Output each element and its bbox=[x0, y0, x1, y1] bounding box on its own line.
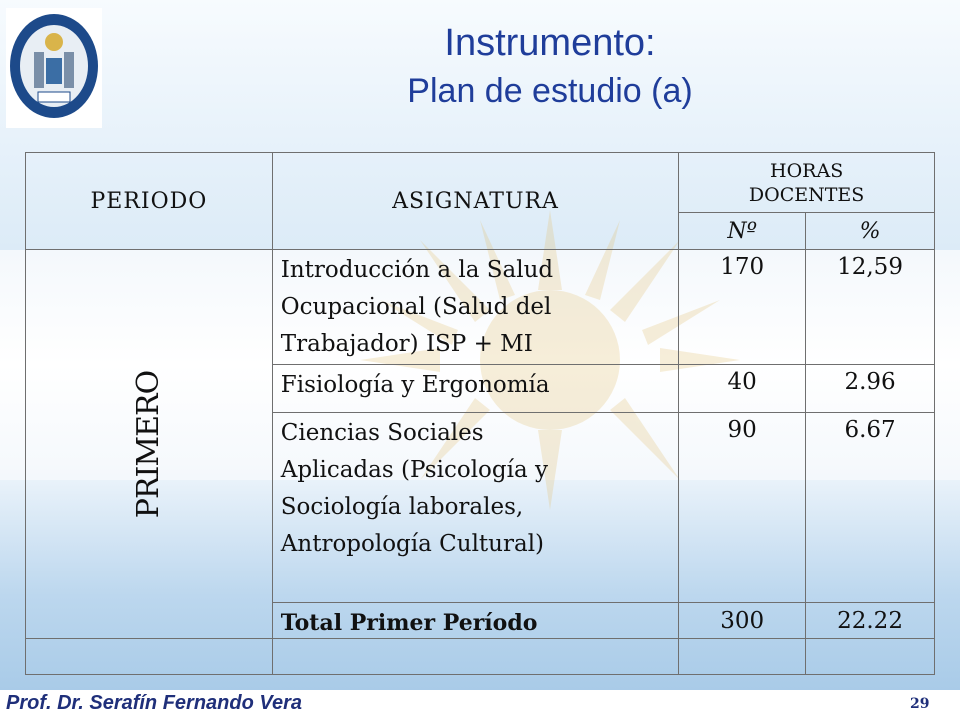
empty-row bbox=[26, 639, 935, 675]
period-cell bbox=[26, 250, 273, 639]
asignatura-line: Ciencias Sociales bbox=[280, 420, 484, 446]
asignatura-cell bbox=[272, 250, 678, 365]
asignatura-cell bbox=[272, 365, 678, 413]
porcentaje-cell: 12,59 bbox=[806, 250, 935, 365]
asignatura-line: Introducción a la Salud bbox=[280, 257, 554, 283]
empty-cell bbox=[679, 639, 806, 675]
study-plan-table bbox=[25, 152, 935, 675]
author-name: Prof. Dr. Serafín Fernando Vera bbox=[6, 692, 303, 714]
asignatura-line: Fisiología y Ergonomía bbox=[280, 372, 550, 398]
table-row bbox=[26, 250, 935, 365]
slide-title: Instrumento: bbox=[444, 22, 656, 64]
horas-cell: 170 bbox=[679, 250, 806, 365]
asignatura-cell bbox=[272, 413, 678, 603]
period-label: PRIMERO bbox=[131, 370, 167, 518]
asignatura-line: Ocupacional (Salud del bbox=[280, 294, 552, 320]
header-asignatura: ASIGNATURA bbox=[272, 153, 678, 250]
porcentaje-cell: 6.67 bbox=[806, 413, 935, 603]
empty-cell bbox=[272, 639, 678, 675]
asignatura-line: Aplicadas (Psicología y bbox=[280, 457, 548, 483]
asignatura-line: Sociología laborales, bbox=[280, 494, 524, 520]
asignatura-line: Antropología Cultural) bbox=[280, 531, 545, 557]
header-horas-docentes bbox=[679, 153, 935, 213]
header-periodo: PERIODO bbox=[26, 153, 273, 250]
university-seal-logo-icon bbox=[6, 8, 102, 128]
empty-cell bbox=[26, 639, 273, 675]
empty-cell bbox=[806, 639, 935, 675]
header-porcentaje: % bbox=[806, 213, 935, 250]
header-horas-line2: DOCENTES bbox=[748, 184, 865, 206]
total-label: Total Primer Período bbox=[272, 603, 678, 639]
porcentaje-cell: 2.96 bbox=[806, 365, 935, 413]
horas-cell: 40 bbox=[679, 365, 806, 413]
total-porcentaje: 22.22 bbox=[806, 603, 935, 639]
page-number: 29 bbox=[910, 696, 930, 712]
header-numero: Nº bbox=[679, 213, 806, 250]
asignatura-line: Trabajador) ISP + MI bbox=[280, 331, 533, 357]
header-row-1 bbox=[26, 153, 935, 213]
horas-cell: 90 bbox=[679, 413, 806, 603]
header-horas-line1: HORAS bbox=[770, 160, 844, 182]
slide-subtitle: Plan de estudio (a) bbox=[407, 72, 693, 110]
total-horas: 300 bbox=[679, 603, 806, 639]
